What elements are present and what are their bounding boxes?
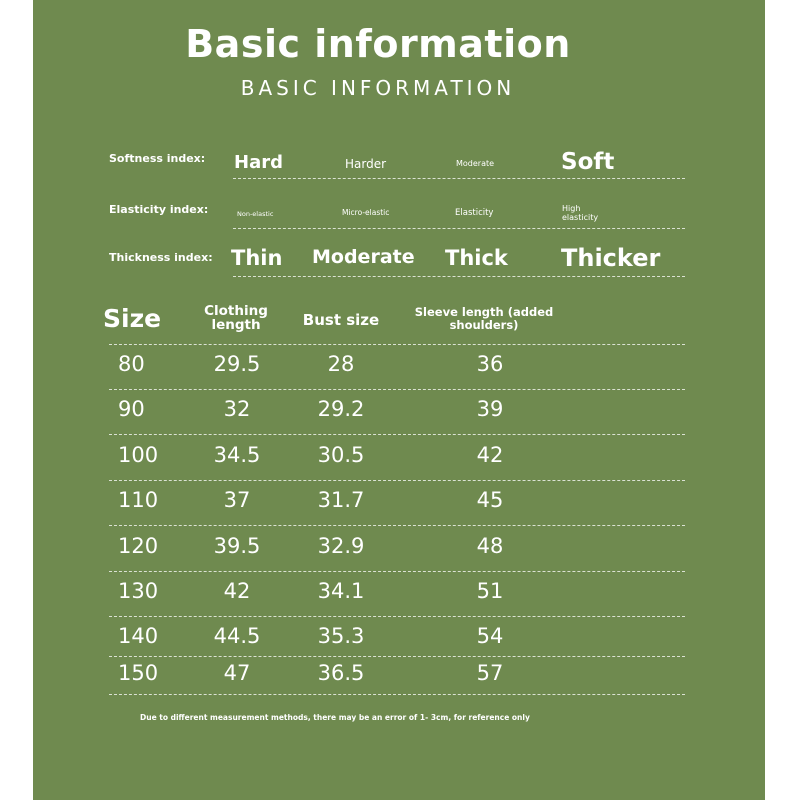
page-subtitle: BASIC INFORMATION	[240, 76, 516, 100]
cell-sleeve-length: 42	[476, 443, 504, 467]
table-header-size: Size	[103, 304, 162, 333]
cell-size: 90	[118, 397, 145, 421]
elasticity-option-non-elastic: Non-elastic	[237, 210, 274, 218]
cell-size: 140	[118, 624, 159, 648]
divider	[233, 228, 685, 229]
cell-sleeve-length: 45	[476, 488, 504, 512]
cell-clothing-length: 37	[223, 488, 251, 512]
cell-clothing-length: 32	[223, 397, 251, 421]
cell-clothing-length: 39.5	[213, 534, 261, 558]
cell-bust-size: 34.1	[317, 579, 365, 603]
cell-sleeve-length: 57	[476, 661, 504, 685]
cell-clothing-length: 34.5	[213, 443, 261, 467]
table-header-bust-size: Bust size	[302, 311, 380, 329]
cell-size: 80	[118, 352, 145, 376]
cell-bust-size: 31.7	[317, 488, 365, 512]
page-title: Basic information	[185, 22, 571, 66]
cell-clothing-length: 47	[223, 661, 251, 685]
divider	[233, 276, 685, 277]
divider	[109, 480, 685, 481]
cell-sleeve-length: 39	[476, 397, 504, 421]
cell-bust-size: 36.5	[317, 661, 365, 685]
table-header-clothing-length: Clothing length	[204, 303, 268, 333]
divider	[109, 694, 685, 695]
divider	[109, 616, 685, 617]
cell-bust-size: 35.3	[317, 624, 365, 648]
elasticity-option-high-elasticity: High elasticity	[562, 204, 599, 222]
divider	[109, 389, 685, 390]
thickness-option-thicker: Thicker	[561, 244, 661, 272]
thickness-option-thin: Thin	[231, 246, 283, 270]
cell-bust-size: 32.9	[317, 534, 365, 558]
softness-option-harder: Harder	[345, 157, 387, 171]
divider	[109, 525, 685, 526]
softness-index-label: Softness index:	[109, 152, 206, 165]
footer-note: Due to different measurement methods, there may be an error of 1- 3cm, for reference only	[140, 713, 530, 722]
cell-size: 130	[118, 579, 159, 603]
softness-option-soft: Soft	[561, 149, 615, 175]
cell-size: 150	[118, 661, 159, 685]
cell-clothing-length: 42	[223, 579, 251, 603]
thickness-option-moderate: Moderate	[312, 246, 415, 268]
cell-clothing-length: 29.5	[213, 352, 261, 376]
size-info-card	[33, 0, 765, 800]
cell-sleeve-length: 51	[476, 579, 504, 603]
cell-sleeve-length: 54	[476, 624, 504, 648]
cell-bust-size: 29.2	[317, 397, 365, 421]
thickness-index-label: Thickness index:	[109, 251, 213, 264]
cell-size: 120	[118, 534, 159, 558]
divider	[109, 656, 685, 657]
softness-option-moderate: Moderate	[456, 159, 495, 168]
cell-clothing-length: 44.5	[213, 624, 261, 648]
cell-bust-size: 30.5	[317, 443, 365, 467]
divider	[109, 571, 685, 572]
divider	[109, 344, 685, 345]
table-header-sleeve-length: Sleeve length (added shoulders)	[414, 305, 554, 332]
elasticity-option-micro-elastic: Micro-elastic	[342, 208, 390, 217]
softness-option-hard: Hard	[234, 152, 283, 173]
divider	[109, 434, 685, 435]
cell-bust-size: 28	[327, 352, 355, 376]
elasticity-option-elasticity: Elasticity	[455, 208, 494, 218]
cell-size: 100	[118, 443, 159, 467]
elasticity-index-label: Elasticity index:	[109, 203, 209, 216]
divider	[233, 178, 685, 179]
thickness-option-thick: Thick	[445, 246, 508, 270]
cell-size: 110	[118, 488, 159, 512]
cell-sleeve-length: 48	[476, 534, 504, 558]
cell-sleeve-length: 36	[476, 352, 504, 376]
